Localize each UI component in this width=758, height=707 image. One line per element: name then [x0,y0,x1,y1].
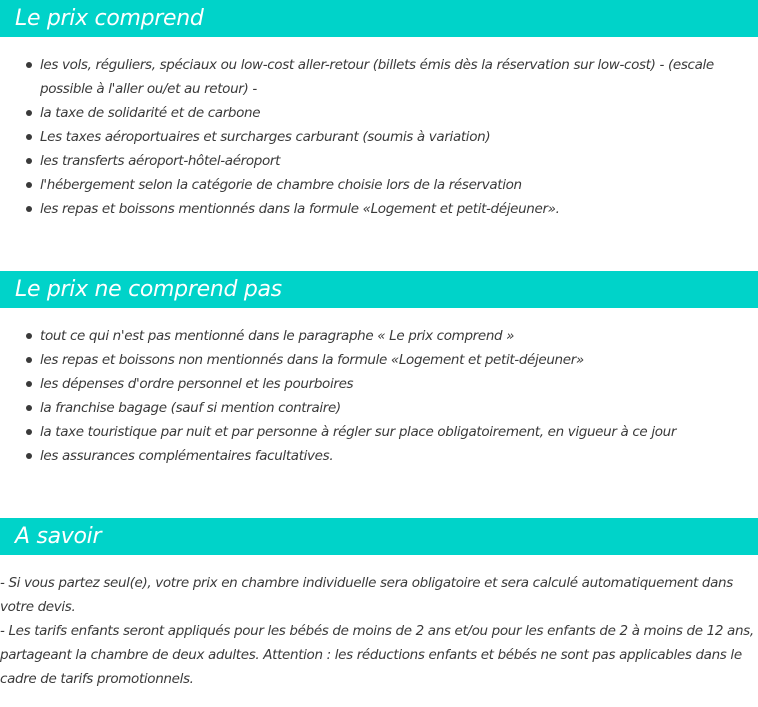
list-item-text: la franchise bagage (sauf si mention contraire) [40,400,341,416]
info-paragraph: - Si vous partez seul(e), votre prix en chambre individuelle sera obligatoire et sera calculé automatiquement dans votre devis. [0,575,733,615]
list-item-text: l'hébergement selon la catégorie de chambre choisie lors de la réservation [40,177,522,193]
bullet-icon [26,158,32,164]
list-item [0,444,758,468]
list-item [0,125,758,149]
bullet-icon [26,429,32,435]
section-header-info [0,518,758,555]
list-item-text: les vols, réguliers, spéciaux ou low-cost aller-retour (billets émis dès la réservation sur low-cost) - (escale possible à l'aller ou/et au retour) - [40,57,714,97]
bullet-icon [26,62,32,68]
list-item-text: la taxe touristique par nuit et par personne à régler sur place obligatoirement, en vigueur à ce jour [40,424,677,440]
bullet-icon [26,134,32,140]
bullet-icon [26,381,32,387]
list-item-text: tout ce qui n'est pas mentionné dans le paragraphe « Le prix comprend » [40,328,515,344]
info-text-block [0,571,758,691]
list-item [0,53,758,101]
list-item [0,324,758,348]
bullet-icon [26,110,32,116]
bullet-icon [26,333,32,339]
bullet-icon [26,182,32,188]
bullet-icon [26,206,32,212]
list-item-text: les repas et boissons mentionnés dans la formule «Logement et petit-déjeuner». [40,201,560,217]
section-title-excluded: Le prix ne comprend pas [15,277,282,302]
list-item-text: la taxe de solidarité et de carbone [40,105,261,121]
list-item [0,372,758,396]
list-item-text: les assurances complémentaires facultatives. [40,448,334,464]
section-header-excluded [0,271,758,308]
list-item [0,396,758,420]
section-title-info: A savoir [15,524,102,549]
list-item-text: les repas et boissons non mentionnés dans la formule «Logement et petit-déjeuner» [40,352,584,368]
included-list [0,53,758,221]
list-item [0,420,758,444]
bullet-icon [26,405,32,411]
list-item-text: les dépenses d'ordre personnel et les pourboires [40,376,354,392]
list-item-text: les transferts aéroport-hôtel-aéroport [40,153,281,169]
list-item [0,173,758,197]
list-item [0,101,758,125]
list-item [0,149,758,173]
list-item [0,348,758,372]
section-title-included: Le prix comprend [15,6,204,31]
bullet-icon [26,453,32,459]
bullet-icon [26,357,32,363]
excluded-list [0,324,758,468]
section-header-included [0,0,758,37]
info-paragraph: - Les tarifs enfants seront appliqués pour les bébés de moins de 2 ans et/ou pour les enfants de 2 à moins de 12 ans, partageant la chambre de deux adultes. Attention : les réductions enfants et bébés ne sont pas applicables dans le cadre de tarifs promotionnels. [0,623,754,687]
list-item-text: Les taxes aéroportuaires et surcharges carburant (soumis à variation) [40,129,491,145]
list-item [0,197,758,221]
